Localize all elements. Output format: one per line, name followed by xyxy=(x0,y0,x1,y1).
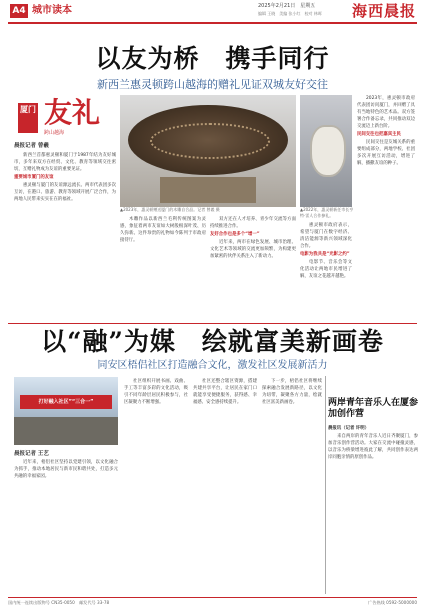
article-divider xyxy=(8,323,417,324)
community-photo xyxy=(14,377,118,445)
article1-col3-heading: 友好合作也是多个“增一” xyxy=(210,232,260,237)
footer-right: 广告热线 0592-5000000 xyxy=(368,600,417,605)
sidebar-byline: 晨报讯（记者 许明） xyxy=(328,426,370,431)
article1-column-4 xyxy=(300,222,352,322)
article1-col4-text: 惠灵顿市政府表示，希望与厦门在数字经济、清洁能源等新兴领域深化合作。 xyxy=(300,223,352,249)
page-number-tag: A4 xyxy=(10,4,28,18)
article2-byline: 晨报记者 王艺 xyxy=(14,451,49,457)
editor-line: 编辑 王晓 美编 张小红 校对 林晖 xyxy=(258,11,322,16)
feature-badge xyxy=(14,95,118,137)
carving-photo xyxy=(120,95,296,207)
article1-col2-text: 木雕作品以新西兰毛利传统图案为灵感，象征着两市友谊如大树般根深叶茂、历久弥新。这件珍贵的礼物如今陈列于市政府接待厅。 xyxy=(120,217,206,243)
article1-column-1 xyxy=(14,152,116,322)
article2-column-2 xyxy=(124,378,188,595)
article2-subtitle: 同安区梧侣社区打造融合文化，激发社区发展新活力 xyxy=(97,360,328,371)
article2-col2-text: 社区组织开展书画、戏曲、手工等丰富多彩的文化活动，吸引不同年龄层居民积极参与，社区凝聚力不断增强。 xyxy=(124,379,188,405)
article1-title: 以友为桥 携手同行 xyxy=(95,44,330,73)
footer-rule xyxy=(8,597,417,598)
article1-col4-heading: 电影为我共是“光影之约” xyxy=(300,252,350,257)
issue-date: 2025年2月21日 星期五 xyxy=(258,3,316,9)
section-title: 城市读本 xyxy=(32,5,72,16)
article1-column-3 xyxy=(210,216,296,322)
sidebar-body xyxy=(328,425,418,595)
footer xyxy=(8,599,417,607)
newspaper-logo: 海西晨报 xyxy=(352,2,417,20)
article2-title: 以“融”为媒 绘就富美新画卷 xyxy=(41,327,384,356)
article1-col4b-text: 电影节、音乐会等文化活动让两地市民增进了解，友谊之花越开越艳。 xyxy=(300,260,352,279)
badge-word: 友礼 xyxy=(44,96,101,129)
article2-col1-text: 近年来，梧侣社区坚持以党建引领，以文化融合为抓手，推动本地居民与新市民和谐共处，打造多元共融的幸福家园。 xyxy=(14,460,118,479)
article2-column-3 xyxy=(193,378,257,595)
article1-subtitle: 新西兰惠灵顿跨山越海的赠礼见证双城友好交往 xyxy=(97,78,328,91)
photo2-caption: ▲2022年，惠灵顿新任市长亨特·雷人合作参礼。 xyxy=(300,207,354,218)
article2-column-4 xyxy=(262,378,322,595)
sidebar-title: 两岸青年音乐人在厦参加创作营 xyxy=(328,398,419,419)
article2-column-1 xyxy=(14,459,118,595)
community-banner: 打好融入社区”“三合一” xyxy=(20,395,112,409)
photo1-caption: ▲2023年，惠灵顿赠送厦门的木雕自合品。记者 曾羲 摄 xyxy=(120,207,220,212)
article2-col3-text: 社区还整合辖区资源，搭建共建共享平台，让居民在家门口就能享受便捷服务，获得感、幸福感、安全感持续提升。 xyxy=(193,379,257,405)
article2-col4-text: 下一步，梧侣社区将继续探索融合发展新路径，以文化为纽带，凝聚各方力量，绘就社区富美新画卷。 xyxy=(262,379,322,405)
header-rule xyxy=(8,22,417,24)
sidebar-divider xyxy=(325,376,326,594)
plate-photo xyxy=(300,95,352,207)
article1-col5-heading: 民间交往也把嘉宾主民 xyxy=(357,132,401,137)
article1-col5-text: 2023年，惠灵顿市政府代表团访问厦门，并回赠了具有当地特色的艺术品。双方签署合作备忘录，共同推动双边交流迈上新台阶。 xyxy=(357,96,415,129)
sidebar-text: 来自两岸的青年音乐人近日齐聚厦门，参加音乐创作营活动。大家在交流中碰撞灵感，以音乐为桥梁增进彼此了解，共同创作表达两岸同胞亲情的原创作品。 xyxy=(328,434,418,460)
article1-col3b-text: 近年来，两市在绿色发展、城市治理、文化艺术等领域的交流更加频繁，为构建更加紧密的伙伴关系注入了新动力。 xyxy=(210,240,296,259)
article1-col5b-text: 民间交往是友城关系的重要组成部分，两地学校、社团多次开展互访活动，增进了解，播撒友谊的种子。 xyxy=(357,140,415,166)
article1-col1-text: 新西兰首都惠灵顿和厦门于1987年结为友好城市，多年来双方在经贸、文化、教育等领域交往密切，互赠礼物成为友谊的重要见证。 xyxy=(14,153,116,172)
badge-small: 跨山越海 xyxy=(44,130,65,136)
footer-left: 国内统一连续出版物号 CN35-0050 邮发代号 33-78 xyxy=(8,600,110,605)
article1-column-5 xyxy=(357,95,415,322)
article1-column-2 xyxy=(120,216,206,322)
article1-col1-heading: 重要城市厦门的友谊 xyxy=(14,175,54,180)
article1-byline: 晨报记者 曾羲 xyxy=(14,143,49,149)
badge-city: 厦门 xyxy=(18,103,38,133)
article1-col3-text: 双方还在人才培养、青少年交流等方面持续推进合作。 xyxy=(210,217,296,229)
article1-col1b-text: 惠灵顿与厦门的友谊源远流长。两市代表团多次互访，在港口、旅游、教育等领域开展广泛合作，为两地人民带来实实在在的福祉。 xyxy=(14,183,116,202)
